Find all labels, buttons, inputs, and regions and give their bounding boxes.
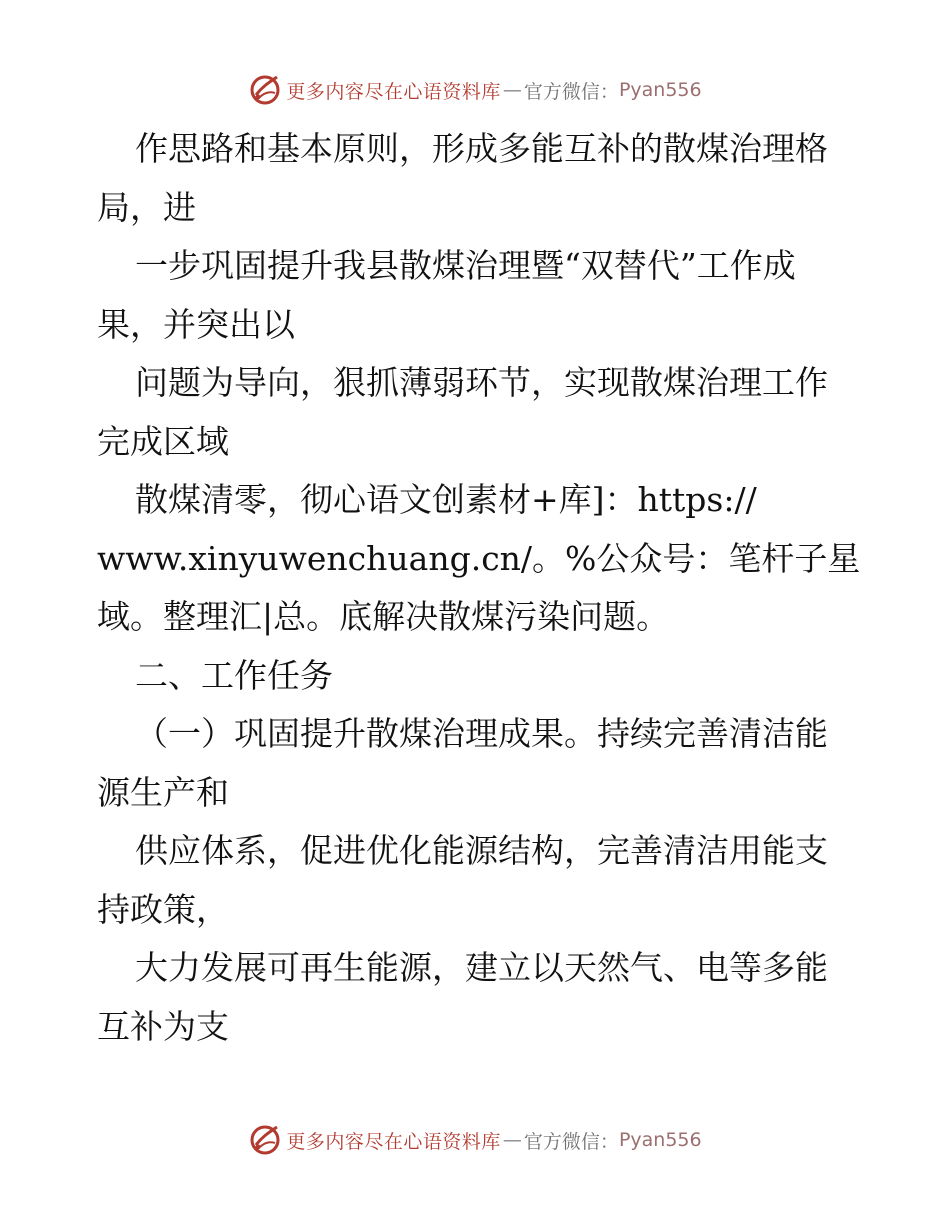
text-line: 完成区域	[97, 421, 229, 461]
header-banner-text: 更多内容尽在心语资料库	[286, 80, 501, 103]
footer-wechat-id: Pyan556	[618, 1129, 702, 1151]
header-watermark	[0, 70, 950, 110]
text-line: 大力发展可再生能源，建立以天然气、电等多能	[135, 948, 828, 987]
text-line: 作思路和基本原则，形成多能互补的散煤治理格	[135, 129, 828, 168]
text-line: 局，进	[97, 187, 196, 227]
text-line: 供应体系，促进优化能源结构，完善清洁用能支	[135, 831, 828, 870]
document-body	[97, 120, 867, 1056]
text-line: 源生产和	[97, 772, 229, 812]
footer-banner-text: 更多内容尽在心语资料库	[286, 1130, 501, 1153]
text-line: 域。整理汇|总。底解决散煤污染问题。	[97, 597, 670, 636]
header-wechat-label: 官方微信：	[523, 80, 619, 103]
footer-banner-dash: —	[502, 1129, 522, 1151]
brush-logo-icon	[248, 73, 282, 107]
text-line: 散煤清零，彻心语文创素材+库]：https://	[135, 480, 757, 519]
text-line: 一步巩固提升我县散煤治理暨“双替代”工作成	[135, 246, 796, 285]
text-line: 持政策，	[97, 889, 229, 929]
footer-wechat-label: 官方微信：	[523, 1130, 619, 1153]
header-wechat-id: Pyan556	[618, 79, 702, 101]
footer-watermark	[0, 1120, 950, 1160]
text-line: www.xinyuwenchuang.cn/。%公众号：笔杆子星	[97, 538, 861, 578]
text-line: 互补为支	[97, 1006, 229, 1046]
text-line: 果，并突出以	[97, 304, 295, 344]
text-line: （一）巩固提升散煤治理成果。持续完善清洁能	[135, 714, 828, 753]
brush-logo-icon	[248, 1123, 282, 1157]
header-banner-dash: —	[502, 79, 522, 101]
section-heading: 二、工作任务	[135, 655, 333, 695]
text-line: 问题为导向，狠抓薄弱环节，实现散煤治理工作	[135, 363, 828, 402]
